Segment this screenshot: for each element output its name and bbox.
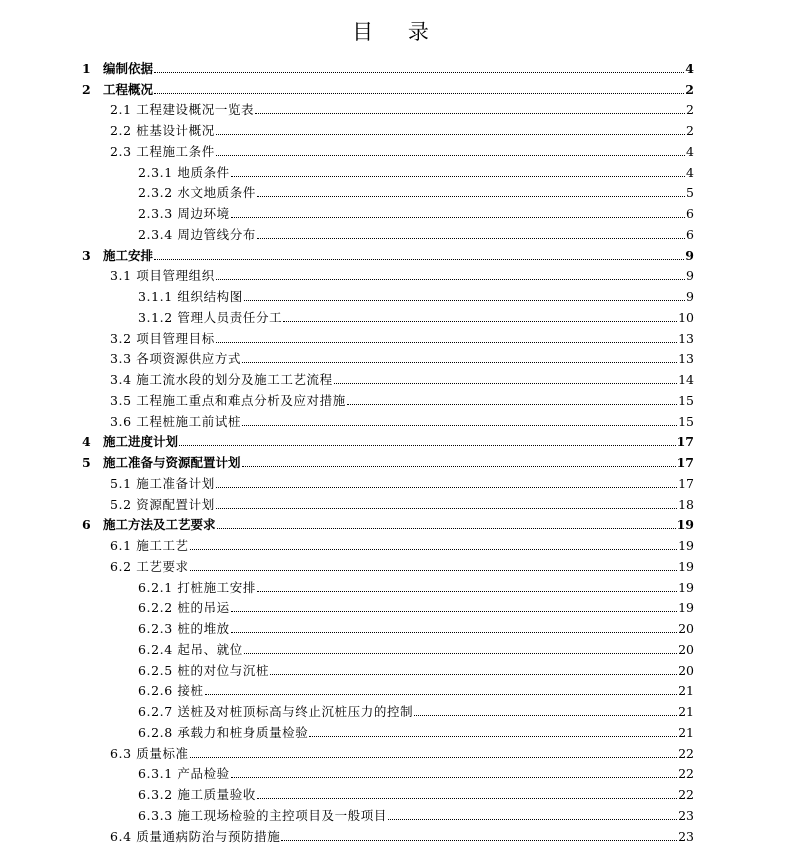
toc-entry-line: [110, 747, 694, 761]
toc-entry-line: [138, 809, 694, 823]
dot-leader: [242, 425, 677, 426]
toc-entry[interactable]: [0, 56, 785, 77]
toc-entry-page-number: 23: [678, 828, 694, 844]
toc-entry-line: [138, 664, 694, 678]
toc-entry[interactable]: [0, 803, 785, 824]
toc-entry-label: 2.3 工程施工条件: [110, 143, 215, 159]
dot-leader: [257, 798, 677, 799]
dot-leader: [231, 777, 677, 778]
dot-leader: [255, 113, 685, 114]
toc-entry-line: [110, 394, 694, 408]
toc-entry-line: [110, 539, 694, 553]
toc-entry-page-number: 10: [678, 309, 694, 325]
dot-leader: [242, 362, 677, 363]
dot-leader: [388, 819, 677, 820]
dot-leader: [244, 653, 677, 654]
dot-leader: [414, 715, 677, 716]
dot-leader: [244, 300, 685, 301]
table-of-contents: [0, 56, 785, 845]
dot-leader: [231, 632, 677, 633]
toc-entry-label: 6.3 质量标准: [110, 745, 189, 761]
dot-leader: [154, 259, 684, 260]
toc-entry[interactable]: [0, 824, 785, 845]
toc-entry-label: 3.3 各项资源供应方式: [110, 351, 242, 367]
toc-entry[interactable]: [0, 326, 785, 347]
toc-entry-label: 施工进度计划: [103, 434, 179, 450]
toc-entry[interactable]: [0, 616, 785, 637]
toc-entry[interactable]: [0, 201, 785, 222]
toc-entry[interactable]: [0, 596, 785, 617]
toc-entry-label: 编制依据: [103, 60, 154, 76]
toc-entry-line: [138, 228, 694, 242]
toc-entry-label: 2.1 工程建设概况一览表: [110, 102, 255, 118]
toc-entry[interactable]: [0, 264, 785, 285]
toc-entry[interactable]: [0, 554, 785, 575]
toc-entry[interactable]: [0, 782, 785, 803]
toc-entry-label: 6.4 质量通病防治与预防措施: [110, 828, 281, 844]
toc-entry[interactable]: [0, 720, 785, 741]
toc-entry-line: [138, 207, 694, 221]
toc-entry-label: 3.5 工程施工重点和难点分析及应对措施: [110, 392, 346, 408]
page-title: 目 录: [352, 20, 443, 44]
toc-entry-line: [138, 705, 694, 719]
dot-leader: [190, 570, 677, 571]
toc-entry-line: [110, 269, 694, 283]
toc-entry-line: [103, 249, 694, 263]
toc-entry[interactable]: [0, 409, 785, 430]
dot-leader: [231, 217, 685, 218]
toc-entry-label: 6.2.7 送桩及对桩顶标高与终止沉桩压力的控制: [138, 704, 414, 719]
toc-entry-label: 6.2.8 承载力和桩身质量检验: [138, 724, 309, 740]
toc-entry-page-number: 19: [678, 538, 694, 553]
toc-entry-label: 3.1 项目管理组织: [110, 268, 215, 284]
toc-entry-label: 6.2.3 桩的堆放: [138, 621, 230, 636]
toc-entry-line: [103, 83, 694, 97]
toc-entry-label: 施工安排: [103, 247, 154, 263]
toc-entry-label: 施工方法及工艺要求: [103, 517, 216, 533]
toc-entry-page-number: 4: [686, 143, 694, 159]
toc-entry[interactable]: [0, 471, 785, 492]
toc-entry-line: [110, 124, 694, 138]
toc-entry-label: 3.6 工程桩施工前试桩: [110, 413, 242, 429]
toc-entry-line: [138, 726, 694, 740]
toc-entry-number: 6: [82, 517, 91, 533]
toc-entry-line: [110, 477, 694, 491]
toc-entry-page-number: 19: [676, 517, 694, 533]
toc-entry-label: 6.3.1 产品检验: [138, 766, 230, 782]
toc-entry-page-number: 9: [686, 289, 694, 304]
toc-entry-line: [138, 643, 694, 657]
toc-entry-label: 2.3.2 水文地质条件: [138, 185, 256, 201]
toc-entry-label: 6.2.1 打桩施工安排: [138, 579, 256, 595]
toc-entry-line: [103, 435, 694, 449]
toc-entry-page-number: 17: [676, 455, 694, 470]
toc-entry-page-number: 21: [678, 724, 694, 740]
toc-entry-line: [110, 830, 694, 844]
dot-leader: [190, 757, 677, 758]
toc-entry[interactable]: [0, 658, 785, 679]
toc-entry[interactable]: [0, 575, 785, 596]
toc-entry-label: 2.3.3 周边环境: [138, 206, 230, 221]
dot-leader: [217, 528, 676, 529]
toc-entry-label: 3.1.1 组织结构图: [138, 289, 243, 304]
toc-entry-line: [103, 456, 694, 470]
dot-leader: [154, 93, 684, 94]
toc-entry-page-number: 5: [686, 185, 694, 201]
toc-entry-page-number: 9: [685, 247, 694, 263]
toc-entry[interactable]: [0, 699, 785, 720]
toc-entry-line: [110, 103, 694, 117]
dot-leader: [347, 404, 677, 405]
toc-entry[interactable]: [0, 741, 785, 762]
toc-entry-label: 6.2.6 接桩: [138, 683, 204, 699]
toc-entry-line: [110, 560, 694, 574]
toc-entry-label: 2.2 桩基设计概况: [110, 123, 215, 138]
toc-entry-page-number: 19: [678, 579, 694, 595]
toc-entry-page-number: 22: [678, 745, 694, 761]
toc-entry-label: 3.2 项目管理目标: [110, 330, 215, 346]
toc-entry-line: [110, 332, 694, 346]
dot-leader: [154, 72, 684, 73]
dot-leader: [257, 196, 685, 197]
toc-entry[interactable]: [0, 181, 785, 202]
toc-entry-number: 3: [82, 247, 91, 263]
toc-entry-line: [103, 518, 694, 532]
toc-entry-page-number: 20: [678, 641, 694, 657]
toc-entry[interactable]: [0, 77, 785, 98]
toc-entry-page-number: 23: [678, 807, 694, 823]
dot-leader: [190, 549, 677, 550]
toc-entry-page-number: 21: [678, 683, 694, 699]
toc-entry[interactable]: [0, 513, 785, 534]
toc-entry[interactable]: [0, 367, 785, 388]
toc-entry-page-number: 22: [678, 787, 694, 802]
toc-entry-number: 1: [82, 60, 91, 76]
dot-leader: [205, 694, 678, 695]
dot-leader: [309, 736, 677, 737]
toc-entry-page-number: 4: [686, 164, 694, 180]
toc-entry-line: [138, 166, 694, 180]
toc-entry-label: 2.3.1 地质条件: [138, 164, 230, 180]
toc-entry-page-number: 2: [685, 81, 694, 97]
toc-entry-label: 5.1 施工准备计划: [110, 475, 215, 491]
toc-entry[interactable]: [0, 533, 785, 554]
toc-entry[interactable]: [0, 305, 785, 326]
toc-entry-page-number: 17: [678, 475, 694, 491]
toc-entry-line: [110, 145, 694, 159]
dot-leader: [242, 466, 676, 467]
toc-entry[interactable]: [0, 430, 785, 451]
toc-entry[interactable]: [0, 450, 785, 471]
toc-entry-label: 6.1 施工工艺: [110, 538, 189, 553]
dot-leader: [257, 591, 677, 592]
toc-entry[interactable]: [0, 347, 785, 368]
toc-entry-line: [110, 415, 694, 429]
toc-entry-page-number: 20: [678, 662, 694, 678]
dot-leader: [231, 176, 685, 177]
toc-entry-page-number: 19: [678, 558, 694, 574]
toc-entry-page-number: 9: [686, 268, 694, 284]
toc-entry[interactable]: [0, 492, 785, 513]
toc-entry-line: [138, 622, 694, 636]
toc-entry-label: 3.4 施工流水段的划分及施工工艺流程: [110, 372, 333, 387]
toc-entry-label: 施工准备与资源配置计划: [103, 455, 241, 470]
toc-entry-page-number: 21: [678, 704, 694, 719]
toc-entry-number: 4: [82, 434, 91, 450]
toc-entry-label: 6.3.2 施工质量验收: [138, 787, 256, 802]
toc-entry-line: [138, 290, 694, 304]
toc-entry-label: 6.2.5 桩的对位与沉桩: [138, 662, 270, 678]
toc-entry-label: 2.3.4 周边管线分布: [138, 226, 256, 242]
toc-entry-page-number: 18: [678, 496, 694, 512]
toc-entry-page-number: 6: [686, 226, 694, 242]
toc-entry-label: 6.2.2 桩的吊运: [138, 600, 230, 616]
toc-entry-line: [110, 352, 694, 366]
dot-leader: [270, 674, 677, 675]
dot-leader: [216, 155, 685, 156]
toc-entry-number: 5: [82, 455, 91, 470]
toc-entry-page-number: 20: [678, 621, 694, 636]
toc-entry-label: 6.3.3 施工现场检验的主控项目及一般项目: [138, 807, 387, 823]
dot-leader: [216, 279, 685, 280]
dot-leader: [257, 238, 685, 239]
toc-entry-page-number: 15: [678, 392, 694, 408]
toc-entry-label: 3.1.2 管理人员责任分工: [138, 309, 283, 325]
dot-leader: [231, 611, 677, 612]
dot-leader: [179, 445, 676, 446]
toc-entry-page-number: 4: [685, 60, 694, 76]
dot-leader: [216, 508, 677, 509]
toc-entry-line: [138, 311, 694, 325]
toc-entry-page-number: 15: [678, 413, 694, 429]
toc-entry-line: [103, 62, 694, 76]
toc-entry-page-number: 22: [678, 766, 694, 782]
toc-entry-page-number: 2: [686, 123, 694, 138]
toc-entry[interactable]: [0, 118, 785, 139]
toc-entry-label: 6.2 工艺要求: [110, 558, 189, 574]
toc-entry[interactable]: [0, 98, 785, 119]
dot-leader: [281, 840, 677, 841]
toc-entry[interactable]: [0, 679, 785, 700]
toc-entry[interactable]: [0, 222, 785, 243]
toc-entry[interactable]: [0, 139, 785, 160]
toc-entry-line: [138, 788, 694, 802]
toc-entry-page-number: 19: [678, 600, 694, 616]
toc-entry-line: [138, 601, 694, 615]
toc-entry-page-number: 6: [686, 206, 694, 221]
toc-entry-number: 2: [82, 81, 91, 97]
toc-entry-label: 工程概况: [103, 81, 154, 97]
toc-entry-label: 6.2.4 起吊、就位: [138, 641, 243, 657]
toc-entry[interactable]: [0, 160, 785, 181]
toc-entry-page-number: 17: [676, 434, 694, 450]
dot-leader: [283, 321, 677, 322]
toc-entry-line: [138, 581, 694, 595]
toc-entry[interactable]: [0, 762, 785, 783]
toc-entry[interactable]: [0, 243, 785, 264]
toc-entry-line: [110, 373, 694, 387]
toc-entry-label: 5.2 资源配置计划: [110, 496, 215, 512]
toc-entry-page-number: 13: [678, 330, 694, 346]
toc-entry[interactable]: [0, 284, 785, 305]
toc-entry-line: [138, 186, 694, 200]
toc-entry-page-number: 13: [678, 351, 694, 367]
toc-entry[interactable]: [0, 637, 785, 658]
toc-entry-page-number: 14: [678, 372, 694, 387]
toc-entry-line: [138, 684, 694, 698]
dot-leader: [334, 383, 677, 384]
toc-entry-page-number: 2: [686, 102, 694, 118]
dot-leader: [216, 487, 677, 488]
toc-entry[interactable]: [0, 388, 785, 409]
toc-entry-line: [110, 498, 694, 512]
dot-leader: [216, 134, 685, 135]
dot-leader: [216, 342, 677, 343]
toc-entry-line: [138, 767, 694, 781]
